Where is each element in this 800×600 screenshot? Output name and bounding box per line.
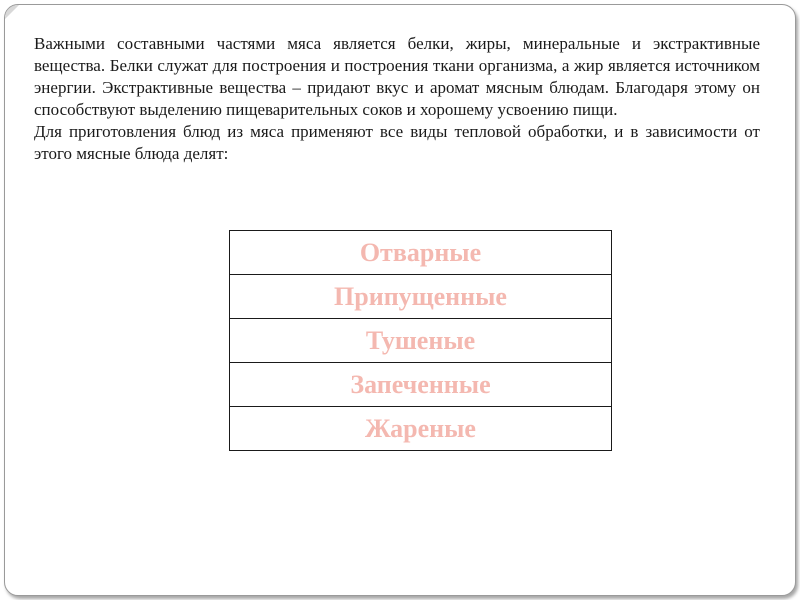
method-baked: Запеченные — [230, 363, 612, 407]
method-boiled: Отварные — [230, 231, 612, 275]
cooking-methods-table — [229, 230, 612, 451]
table-row — [230, 319, 612, 363]
paragraph-meat-composition: Важными составными частями мяса является белки, жиры, минеральные и экстрактивные вещества. Белки служат для построения и построения ткани организма, а жир является источником энергии. Экстрактивные вещества – придают вкус и аромат мясным блюдам. Благодаря этому он способствуют выделению пищеварительных соков и хорошему усвоению пищи. — [34, 34, 760, 119]
corner-fold-decoration — [5, 5, 19, 19]
body-text — [34, 33, 760, 165]
table-row — [230, 231, 612, 275]
table-row — [230, 363, 612, 407]
table-row — [230, 407, 612, 451]
method-stewed: Тушеные — [230, 319, 612, 363]
method-poached: Припущенные — [230, 275, 612, 319]
method-fried: Жареные — [230, 407, 612, 451]
paragraph-cooking-methods: Для приготовления блюд из мяса применяют все виды тепловой обработки, и в зависимости от этого мясные блюда делят: — [34, 122, 760, 163]
table-row — [230, 275, 612, 319]
slide — [4, 4, 796, 596]
